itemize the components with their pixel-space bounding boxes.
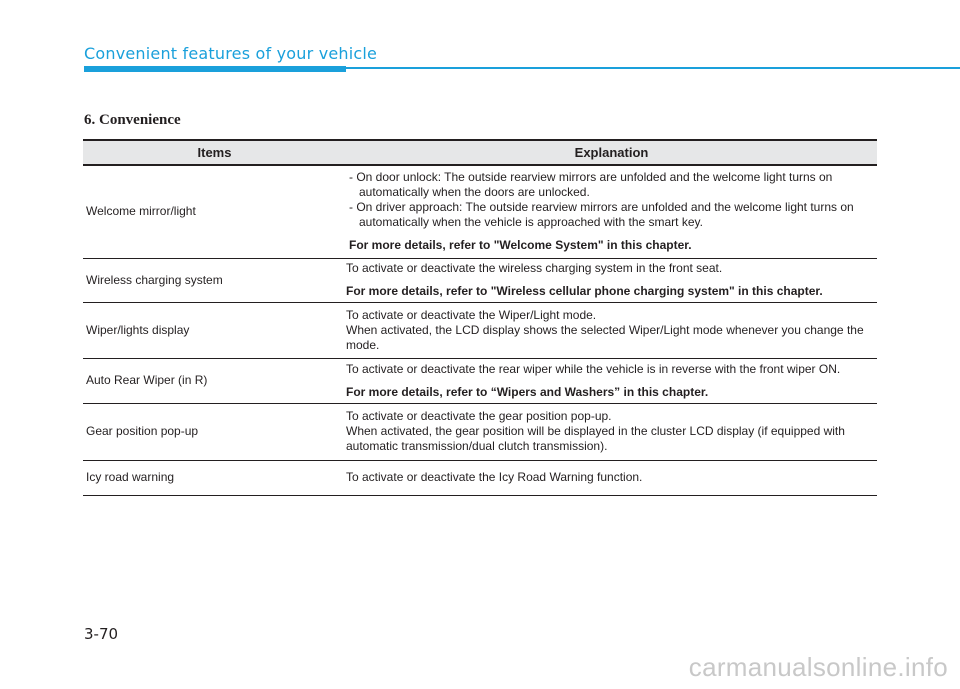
chapter-title: Convenient features of your vehicle xyxy=(84,44,378,63)
page-number: 3-70 xyxy=(84,625,119,643)
row-explanation xyxy=(346,258,877,302)
table-row xyxy=(83,302,877,358)
row-explanation xyxy=(346,403,877,460)
table-row xyxy=(83,165,877,258)
explanation-line: To activate or deactivate the rear wiper while the vehicle is in reverse with the front wiper ON. xyxy=(346,361,841,376)
row-item-label: Gear position pop-up xyxy=(83,403,346,460)
explanation-line: To activate or deactivate the Icy Road Warning function. xyxy=(346,470,643,484)
convenience-table xyxy=(83,139,877,496)
row-explanation xyxy=(346,460,877,495)
table-row xyxy=(83,403,877,460)
column-header-explanation: Explanation xyxy=(346,140,877,165)
explanation-bullet: - On door unlock: The outside rearview mirrors are unfolded and the welcome light turns on automatically when the doors are unlocked. xyxy=(349,170,833,200)
row-explanation xyxy=(346,302,877,358)
column-header-items: Items xyxy=(83,140,346,165)
explanation-line: To activate or deactivate the wireless charging system in the front seat. xyxy=(346,261,723,275)
header-accent-bar xyxy=(84,66,346,72)
header-rule xyxy=(346,67,960,69)
row-explanation xyxy=(346,165,877,258)
table-header-row xyxy=(83,140,877,165)
explanation-line: To activate or deactivate the gear position pop-up. xyxy=(346,409,612,423)
row-item-label: Wiper/lights display xyxy=(83,302,346,358)
explanation-line: When activated, the LCD display shows the selected Wiper/Light mode whenever you change the mode. xyxy=(346,322,864,352)
row-item-label: Wireless charging system xyxy=(83,258,346,302)
reference-note: For more details, refer to “Wipers and Washers” in this chapter. xyxy=(346,384,709,399)
table-row xyxy=(83,358,877,403)
section-title: 6. Convenience xyxy=(84,112,181,128)
watermark: carmanualsonline.info xyxy=(688,652,948,682)
reference-note: For more details, refer to "Wireless cellular phone charging system" in this chapter. xyxy=(346,284,823,298)
explanation-bullet: - On driver approach: The outside rearview mirrors are unfolded and the welcome light turns on automatically when the vehicle is approached with the smart key. xyxy=(349,200,854,230)
explanation-line: To activate or deactivate the Wiper/Light mode. xyxy=(346,307,597,322)
row-item-label: Welcome mirror/light xyxy=(83,165,346,258)
row-item-label: Auto Rear Wiper (in R) xyxy=(83,358,346,403)
row-item-label: Icy road warning xyxy=(83,460,346,495)
table-row xyxy=(83,258,877,302)
explanation-line: When activated, the gear position will be displayed in the cluster LCD display (if equipped with automatic transmission/dual clutch transmission). xyxy=(346,424,845,453)
table-row xyxy=(83,460,877,495)
row-explanation xyxy=(346,358,877,403)
reference-note: For more details, refer to "Welcome System" in this chapter. xyxy=(349,238,692,253)
